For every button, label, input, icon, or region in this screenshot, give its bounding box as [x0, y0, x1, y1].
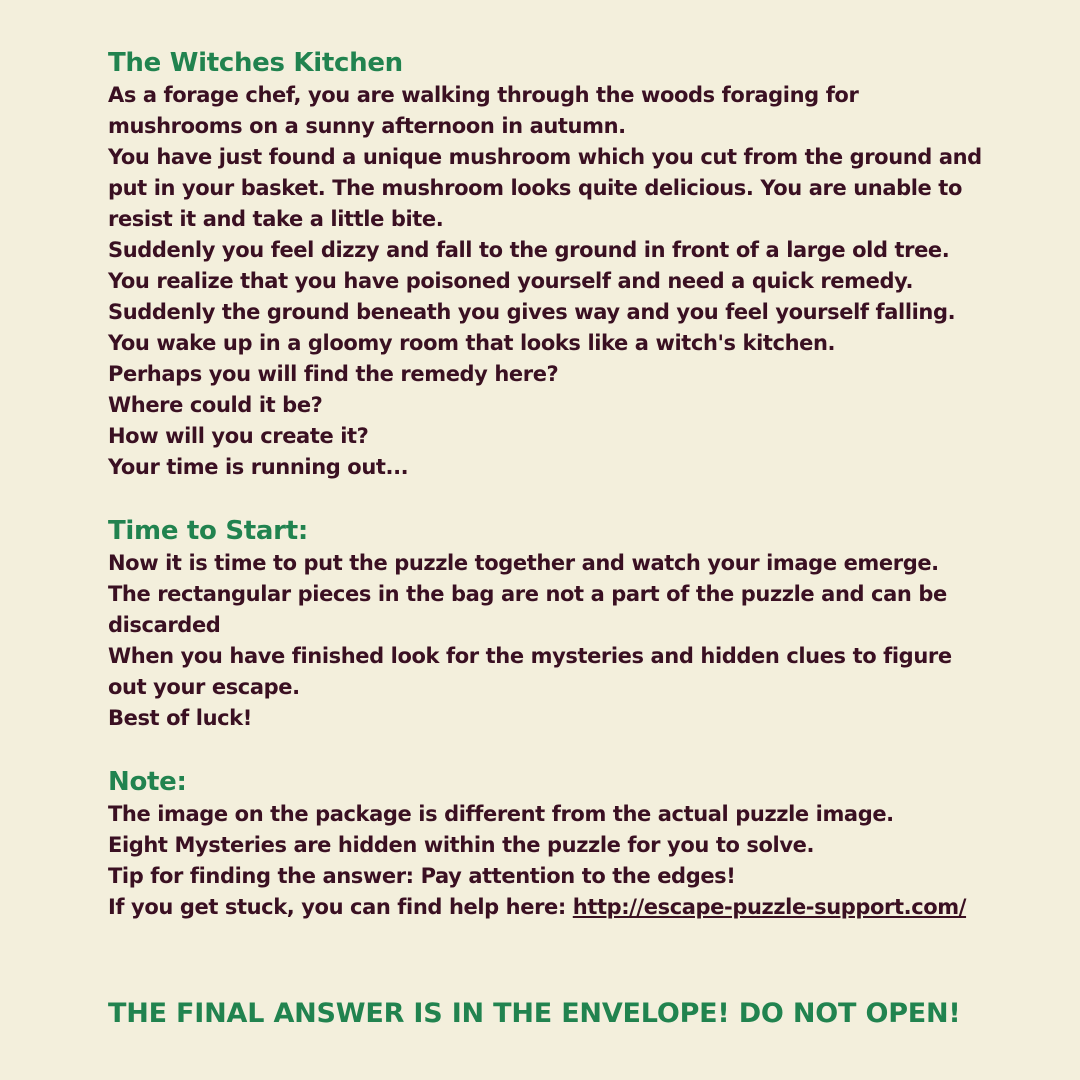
- intro-paragraph: Where could it be?: [108, 393, 323, 417]
- intro-paragraph: You have just found a unique mushroom which you cut from the ground and put in your basket. The mushroom looks quite delicious. You are unable to resist it and take a little bite.: [108, 145, 982, 231]
- intro-section: [108, 46, 988, 483]
- document-body: [108, 46, 988, 923]
- intro-paragraph: As a forage chef, you are walking through the woods foraging for mushrooms on a sunny afternoon in autumn.: [108, 83, 859, 138]
- intro-paragraph: Suddenly you feel dizzy and fall to the ground in front of a large old tree. You realize that you have poisoned yourself and need a quick remedy. Suddenly the ground beneath you gives way and you feel yourself falling. You wake up in a gloomy room that looks like a witch's kitchen.: [108, 238, 956, 355]
- note-section: [108, 765, 988, 923]
- start-paragraph: Now it is time to put the puzzle together and watch your image emerge.: [108, 551, 939, 575]
- intro-paragraph: How will you create it?: [108, 424, 369, 448]
- note-title: Note:: [108, 767, 187, 797]
- section-spacer: [108, 734, 988, 765]
- start-section: [108, 514, 988, 734]
- support-link[interactable]: http://escape-puzzle-support.com/: [572, 895, 967, 919]
- start-paragraph: The rectangular pieces in the bag are not a part of the puzzle and can be discarded: [108, 582, 947, 637]
- note-paragraph: Eight Mysteries are hidden within the puzzle for you to solve.: [108, 833, 815, 857]
- intro-title: The Witches Kitchen: [108, 48, 403, 78]
- intro-paragraph: Perhaps you will find the remedy here?: [108, 362, 559, 386]
- start-paragraph: When you have finished look for the mysteries and hidden clues to figure out your escape.: [108, 644, 952, 699]
- note-paragraph: The image on the package is different from the actual puzzle image.: [108, 802, 894, 826]
- start-title: Time to Start:: [108, 516, 308, 546]
- intro-paragraph: Your time is running out...: [108, 455, 409, 479]
- section-spacer: [108, 483, 988, 514]
- note-paragraph: Tip for finding the answer: Pay attention to the edges!: [108, 864, 736, 888]
- start-paragraph: Best of luck!: [108, 706, 252, 730]
- help-line: [108, 892, 988, 923]
- help-prefix: If you get stuck, you can find help here:: [108, 895, 573, 919]
- final-answer-warning: THE FINAL ANSWER IS IN THE ENVELOPE! DO NOT OPEN!: [108, 998, 961, 1029]
